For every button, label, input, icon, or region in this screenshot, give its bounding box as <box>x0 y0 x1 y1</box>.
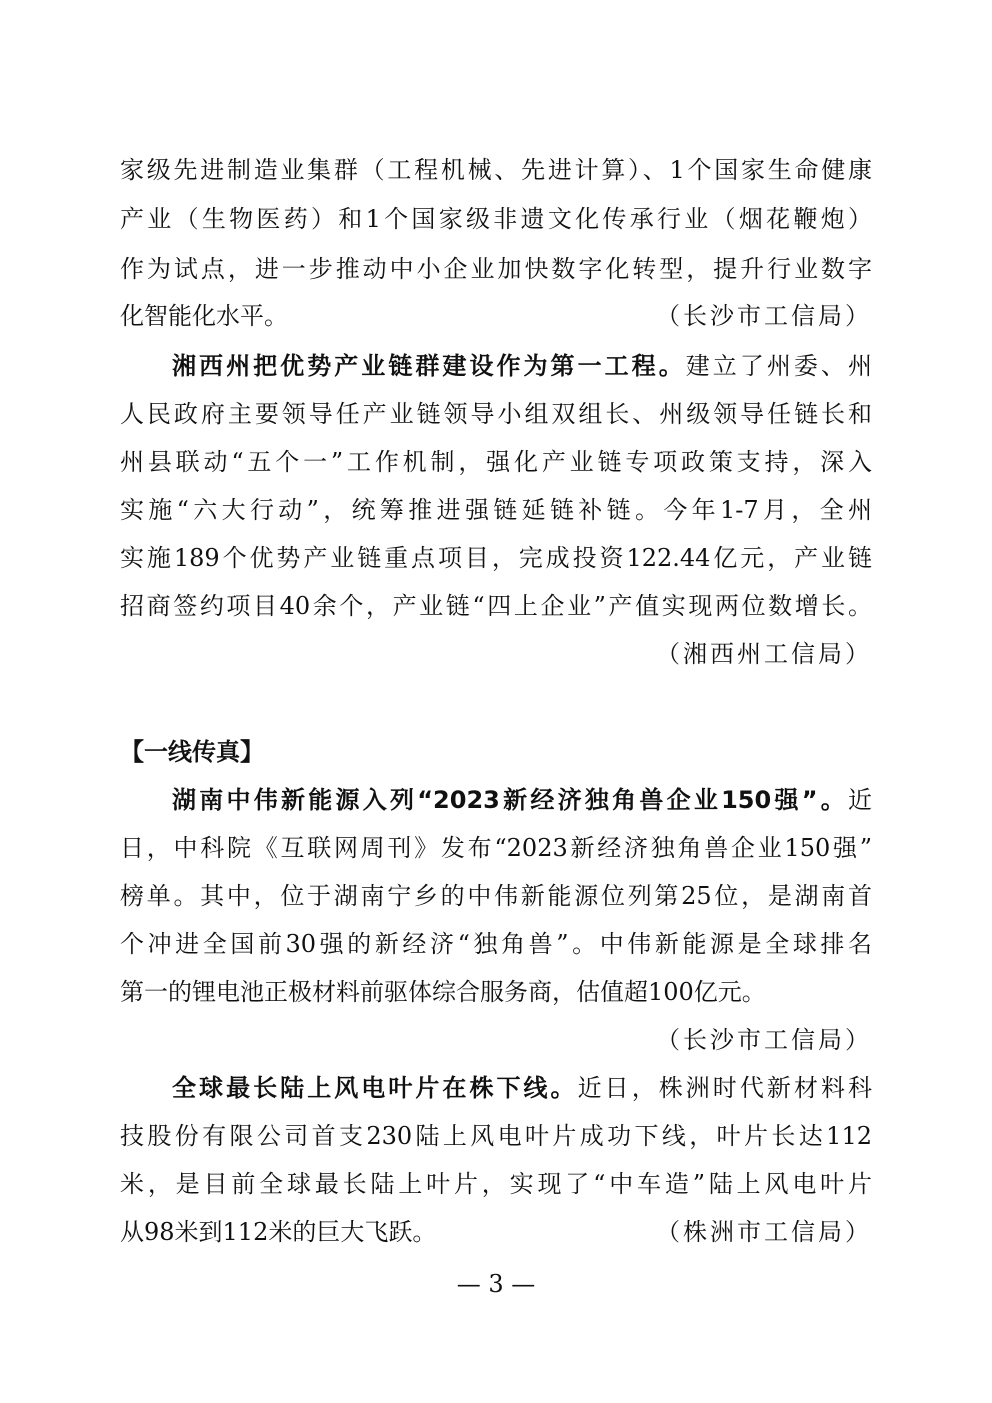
source-attribution: （株洲市工信局） <box>656 1218 872 1246</box>
source-attribution: （长沙市工信局） <box>656 302 872 330</box>
paragraph-lead: 全球最长陆上风电叶片在株下线。 <box>172 1074 578 1102</box>
paragraph-line: 榜单。其中，位于湖南宁乡的中伟新能源位列第25位，是湖南首 <box>120 882 872 910</box>
paragraph-line: 招商签约项目40余个，产业链“四上企业”产值实现两位数增长。 <box>120 592 872 620</box>
source-attribution: （湘西州工信局） <box>656 640 872 668</box>
paragraph-line: 作为试点，进一步推动中小企业加快数字化转型，提升行业数字 <box>120 255 872 283</box>
page-number: — 3 — <box>456 1270 536 1298</box>
source-attribution: （长沙市工信局） <box>656 1026 872 1054</box>
paragraph-line: 第一的锂电池正极材料前驱体综合服务商，估值超100亿元。 <box>120 978 766 1006</box>
paragraph-line: 技股份有限公司首支230陆上风电叶片成功下线，叶片长达112 <box>120 1122 872 1150</box>
paragraph-text: 建立了州委、州 <box>685 352 872 380</box>
paragraph-line: 人民政府主要领导任产业链领导小组双组长、州级领导任链长和 <box>120 400 872 428</box>
paragraph-line: 化智能化水平。 <box>120 302 288 330</box>
paragraph-line: 产业（生物医药）和1个国家级非遗文化传承行业（烟花鞭炮） <box>120 205 872 233</box>
paragraph-line: 日，中科院《互联网周刊》发布“2023新经济独角兽企业150强” <box>120 834 872 862</box>
paragraph-first-line <box>172 784 872 816</box>
paragraph-line: 州县联动“五个一”工作机制，强化产业链专项政策支持，深入 <box>120 448 872 476</box>
paragraph-line: 米，是目前全球最长陆上叶片，实现了“中车造”陆上风电叶片 <box>120 1170 872 1198</box>
paragraph-line: 实施“六大行动”，统筹推进强链延链补链。今年1-7月，全州 <box>120 496 872 524</box>
paragraph-line: 家级先进制造业集群（工程机械、先进计算）、1个国家生命健康 <box>120 156 872 184</box>
paragraph-lead: 湘西州把优势产业链群建设作为第一工程。 <box>172 352 686 380</box>
paragraph-line: 个冲进全国前30强的新经济“独角兽”。中伟新能源是全球排名 <box>120 930 872 958</box>
paragraph-line: 实施189个优势产业链重点项目，完成投资122.44亿元，产业链 <box>120 544 872 572</box>
paragraph-line: 从98米到112米的巨大飞跃。 <box>120 1218 437 1246</box>
paragraph-lead: 湖南中伟新能源入列“2023新经济独角兽企业150强”。 <box>172 786 848 814</box>
paragraph-text: 近日，株洲时代新材料科 <box>577 1074 872 1102</box>
section-heading: 【一线传真】 <box>120 738 264 766</box>
paragraph-text: 近 <box>848 786 872 814</box>
paragraph-first-line <box>172 350 872 382</box>
paragraph-first-line <box>172 1072 872 1104</box>
